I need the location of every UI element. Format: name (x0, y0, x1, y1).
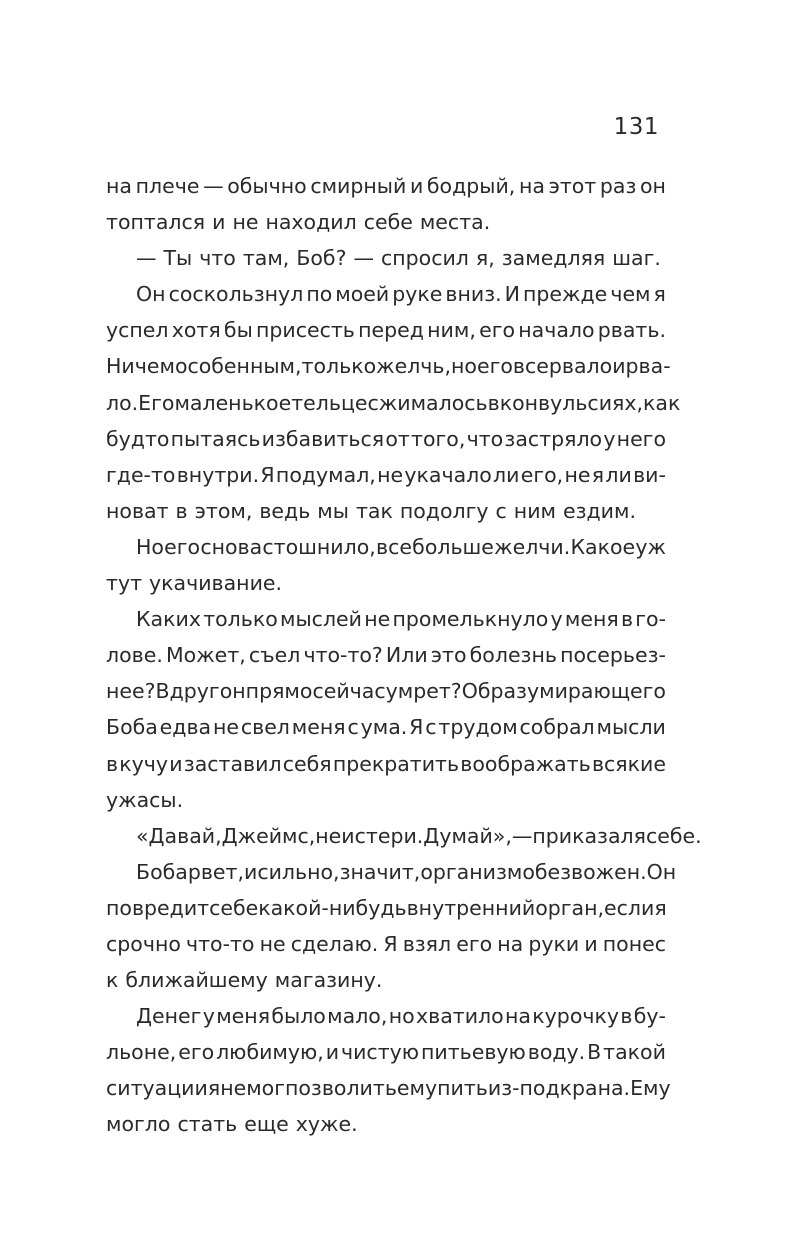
text-line: ситуации я не мог позволить ему пить из-под крана. Ему (106, 1076, 671, 1101)
text-line: нее? Вдруг он прямо сейчас умрет? Образ умирающего (106, 679, 666, 704)
text-line: могло стать еще хуже. (106, 1112, 358, 1137)
body-text (106, 168, 702, 1143)
text-line: Боба едва не свел меня с ума. Я с трудом собрал мысли (106, 715, 666, 740)
text-line: тут укачивание. (106, 571, 283, 596)
text-line: — Ты что там, Боб? — спросил я, замедляя шаг. (136, 246, 661, 271)
text-line: лове. Может, съел что-то? Или это болезнь посерьез- (106, 643, 666, 668)
text-line: повредит себе какой-нибудь внутренний орган, если я (106, 895, 667, 920)
text-line: Он соскользнул по моей руке вниз. И прежде чем я (136, 282, 666, 307)
text-line: Ничем особенным, только желчь, но его все рвало и рва- (106, 354, 671, 379)
text-line: срочно что-то не сделаю. Я взял его на руки и понес (106, 931, 666, 956)
text-line: в кучу и заставил себя прекратить воображать всякие (106, 751, 666, 776)
text-line: будто пытаясь избавиться от того, что застряло у него (106, 426, 666, 451)
text-line: новат в этом, ведь мы так подолгу с ним ездим. (106, 498, 636, 523)
text-line: к ближайшему магазину. (106, 968, 383, 993)
text-line: Каких только мыслей не промелькнуло у меня в го- (136, 607, 666, 632)
text-line: «Давай, Джеймс, не истери. Думай», — приказал я себе. (136, 823, 702, 848)
text-line: Но его снова стошнило, все больше желчи. Какое уж (136, 534, 666, 559)
text-line: льоне, его любимую, и чистую питьевую воду. В такой (106, 1040, 666, 1065)
text-line: Денег у меня было мало, но хватило на курочку в бу- (136, 1004, 666, 1029)
text-line: где-то внутри. Я подумал, не укачало ли его, не я ли ви- (106, 462, 666, 487)
page-number: 131 (613, 114, 659, 140)
text-line: ло. Его маленькое тельце сжималось в конвульсиях, как (106, 390, 681, 415)
text-line: топтался и не находил себе места. (106, 210, 491, 235)
text-line: Боба рвет, и сильно, значит, организм обезвожен. Он (136, 859, 677, 884)
text-line: на плече — обычно смирный и бодрый, на этот раз он (106, 174, 666, 198)
text-line: успел хотя бы присесть перед ним, его начало рвать. (106, 318, 666, 343)
text-line: ужасы. (106, 787, 184, 812)
